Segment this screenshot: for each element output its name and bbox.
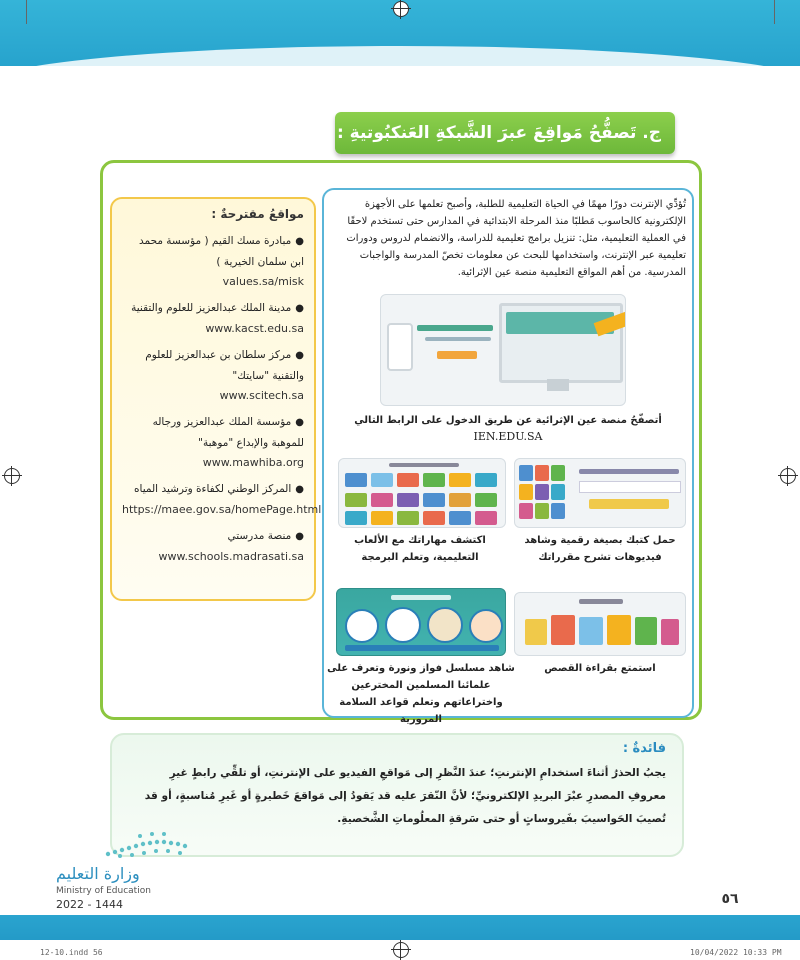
crop-mark: [26, 0, 27, 24]
ien-url-link[interactable]: IEN.EDU.SA: [473, 430, 543, 443]
ien-platform-screenshot: [380, 294, 626, 406]
ministry-year: 2022 - 1444: [56, 898, 123, 911]
footer-date-label: 10/04/2022 10:33 PM: [690, 948, 782, 957]
books-caption: حمل كتبك بصيغة رقمية وشاهد فيديوهات تشرح مقرراتك: [524, 535, 676, 563]
site-url[interactable]: www.scitech.sa: [219, 389, 304, 402]
section-title: [335, 112, 675, 154]
bullet-icon: ●: [295, 236, 304, 247]
site-name: مؤسسة الملك عبدالعزيز ورجاله للموهبة والإبداع "موهبة": [152, 416, 304, 449]
stories-screenshot: [514, 592, 686, 656]
site-name: منصة مدرستي: [227, 530, 292, 542]
site-item: [122, 412, 304, 473]
bullet-icon: ●: [295, 350, 304, 361]
bullet-icon: ●: [295, 531, 304, 542]
site-name: مركز سلطان بن عبدالعزيز للعلوم والتقنية "سايتك": [145, 349, 304, 382]
suggested-sites-box: [110, 197, 322, 601]
site-name: مبادرة مسك القيم ( مؤسسة محمد ابن سلمان الخيرية ): [138, 235, 304, 268]
ministry-name-ar: وزارة التعليم: [56, 864, 140, 883]
stories-caption: استمتع بقراءة القصص: [544, 663, 656, 674]
site-name: المركز الوطني لكفاءة وترشيد المياه: [134, 483, 292, 495]
fawaz-caption: شاهد مسلسل فواز ونورة وتعرف على علمائنا المسلمين المخترعين واختراعاتهم وتعلم قواعد السلامة المرورية: [327, 663, 515, 725]
bullet-icon: ●: [295, 484, 304, 495]
site-item: [122, 345, 304, 406]
registration-mark-icon: [780, 468, 796, 484]
site-url[interactable]: www.kacst.edu.sa: [205, 322, 304, 335]
tip-title: فائدةٌ :: [622, 741, 666, 756]
site-item: [122, 479, 322, 520]
footer-file-label: 12-10.indd 56: [40, 948, 103, 957]
sites-title: مواقعُ مقترحةٌ :: [211, 207, 304, 221]
monitor-icon: [499, 303, 623, 383]
ministry-name-en: Ministry of Education: [56, 886, 151, 896]
site-item: [122, 231, 304, 292]
page-number: ٥٦: [721, 891, 739, 907]
banner-wave: [0, 46, 800, 66]
registration-mark-icon: [393, 942, 409, 958]
site-url[interactable]: https://maee.gov.sa/homePage.html: [122, 503, 322, 516]
registration-mark-icon: [393, 1, 409, 17]
intro-paragraph: تُؤدِّي الإنترنت دورًا مهمًا في الحياة التعليمية للطلبة، وأصبح تعلمها على الأجهزة الإلكترونية كالحاسوب مَطلبًا منذ المرحلة الابتدائية في المدارس حتى تستخدم لاحقًا في العملية التعليمية، مثل: تنزيل برامج تعليمية للدراسة، والانضمام لدروس ودورات تعليمية عبر الإنترنت، واستخدامها للبحث عن معلومات تخصّ المدرسة والواجبات المدرسية. من أهم المواقع التعليمية منصة عين الإثرائية.: [346, 199, 686, 278]
site-item: [122, 526, 304, 567]
digital-books-screenshot: [514, 458, 686, 528]
games-caption: اكتشف مهاراتك مع الألعاب التعليمية، وتعلم البرمجة: [354, 535, 486, 563]
site-item: [122, 298, 304, 339]
site-url[interactable]: www.mawhiba.org: [202, 456, 304, 469]
section-title-text: ج. تَصفُّحُ مَواقِعَ عبرَ الشَّبكةِ العَنكبُوتيةِ :: [336, 123, 661, 143]
site-url[interactable]: www.schools.madrasati.sa: [158, 550, 304, 563]
bullet-icon: ●: [295, 303, 304, 314]
registration-mark-icon: [4, 468, 20, 484]
bullet-icon: ●: [295, 417, 304, 428]
site-url[interactable]: values.sa/misk: [222, 275, 304, 288]
tip-text: يجبُ الحذرُ أثناءَ استخدامِ الإنترنتِ؛ عندَ النَّظرِ إلى مَواقعِ الفيديو على الإنترنتِ، أو تلقِّي رابطٍ غيرِ معروفِ المصدرِ عبْرَ البريدِ الإلكترونيِّ؛ لأنَّ النّقرَ عليه قد يَقودُ إلى مَواقعَ خَطيرةٍ أو غَيرِ مُناسبةٍ، أو قد تُصيبَ الحَواسيبَ بفَيروساتٍ أو حتى سَرقةِ المعلُوماتِ الشَّخصيةِ.: [144, 767, 666, 825]
ministry-logo-icon: [100, 826, 196, 860]
phone-icon: [387, 323, 413, 371]
tip-box: [110, 733, 684, 857]
site-name: مدينة الملك عبدالعزيز للعلوم والتقنية: [131, 302, 292, 314]
fawaz-noura-series-screenshot: [336, 588, 506, 656]
educational-games-screenshot: [338, 458, 506, 528]
ien-caption: أتصفّحُ منصة عين الإثرائية عن طريق الدخول على الرابط التالي: [354, 415, 662, 426]
crop-mark: [774, 0, 775, 24]
